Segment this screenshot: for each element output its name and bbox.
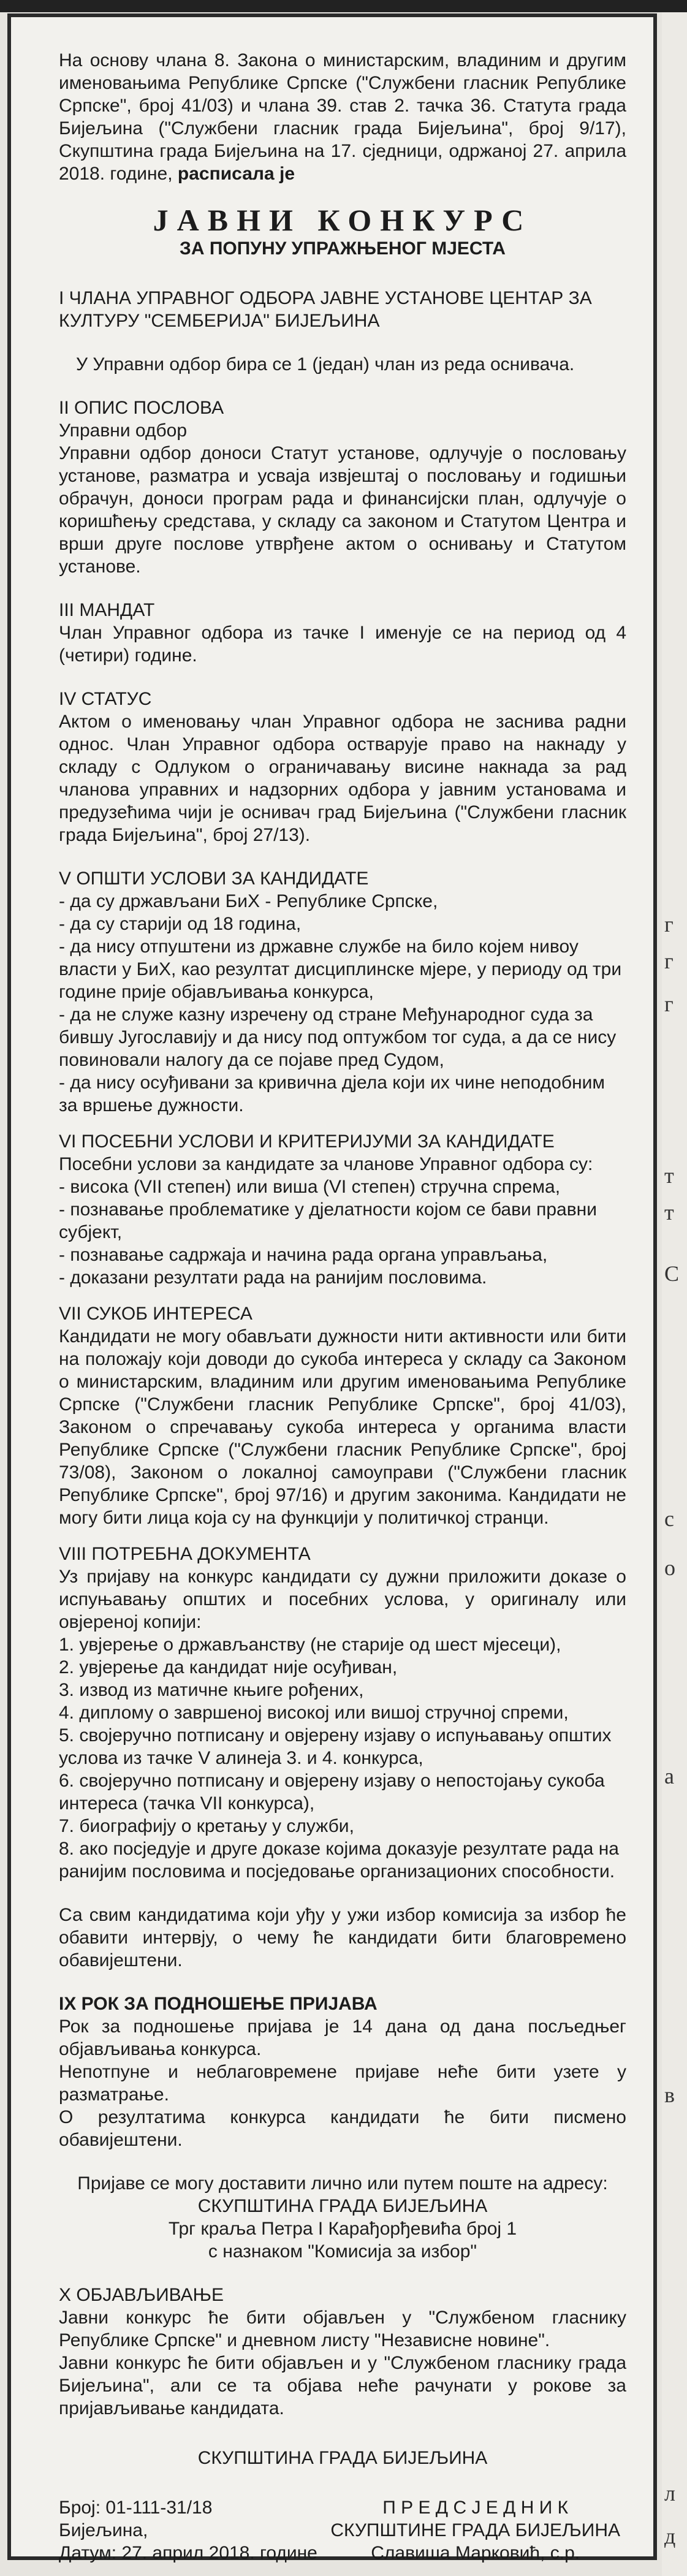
signatory-name: Славиша Марковић, с.р. <box>371 2543 580 2563</box>
list-item: - познавање садржаја и начина рада органа управљања, <box>59 1245 548 1265</box>
signatory-title: П Р Е Д С Ј Е Д Н И К <box>382 2498 569 2518</box>
reference-info <box>59 2496 317 2564</box>
edge-fragment: т <box>664 1163 674 1188</box>
section-2-subheading: Управни одбор <box>59 420 188 441</box>
preamble <box>59 49 626 185</box>
edge-fragment: г <box>664 949 674 973</box>
preamble-bold: расписала је <box>177 164 295 184</box>
edge-fragment: с <box>664 1506 674 1531</box>
section-8-heading: VIII ПОТРЕБНА ДОКУМЕНТА <box>59 1544 311 1564</box>
section-2-heading: II ОПИС ПОСЛОВА <box>59 398 224 418</box>
general-conditions-list <box>59 890 626 1117</box>
edge-fragment: г <box>664 992 674 1016</box>
list-item: - да су држављани БиХ - Републике Српске, <box>59 891 438 911</box>
preamble-text: На основу члана 8. Закона о министарским, владиним и другим именовањима Републике Српске ("Службени гласник Републике Српске", број 41/03) и члана 39. став 2. тачка 36. Статута града Бијељина ("Службени гласник града Бијељина", број 9/17), Скупштина града Бијељина на 17. сједници, одржаној 27. априла 2018. године, <box>59 50 626 184</box>
list-item: 8. ако посједује и друге доказе којима доказује резултате рада на ранијим пословима и посједовање организационих способности. <box>59 1839 619 1882</box>
required-documents-list <box>59 1633 626 1883</box>
public-notice-box <box>7 13 657 2563</box>
section-8-intro: Уз пријаву на конкурс кандидати су дужни приложити доказе о испуњавању општих и посебних услова, у оригиналу или овјереној копији: <box>59 1567 626 1632</box>
reference-place: Бијељина, <box>59 2520 148 2540</box>
section-1-text: У Управни одбор бира се 1 (један) члан из реда оснивача. <box>76 354 575 374</box>
signatory-body: СКУПШТИНЕ ГРАДА БИЈЕЉИНА <box>330 2520 620 2540</box>
list-item: - познавање проблематике у дјелатности којом се бави правни субјект, <box>59 1199 597 1242</box>
page-top-bar <box>0 0 687 12</box>
footer-organisation: СКУПШТИНА ГРАДА БИЈЕЉИНА <box>197 2448 488 2468</box>
list-item: 3. извод из матичне књиге рођених, <box>59 1680 364 1700</box>
section-8-outro: Са свим кандидатима који уђу у ужи избор комисија за избор ће обавити интервју, о чему ће кандидати бити благовремено обавијештени. <box>59 1905 626 1970</box>
edge-fragment: д <box>664 2524 676 2548</box>
address-note: с назнаком "Комисија за избор" <box>208 2241 477 2262</box>
list-item: 4. диплому о завршеној високој или вишој стручној спреми, <box>59 1703 569 1723</box>
address-street: Трг краља Петра I Карађорђевића број 1 <box>168 2219 517 2239</box>
section-2-text: Управни одбор доноси Статут установе, одлучује о пословању установе, разматра и усваја извјештај о пословању и годишњи обрачун, доноси програм рада и финансијски план, одлучује о коришћењу средстава, у складу са законом и Статутом Центра и врши друге послове утврђене актом о оснивању и Статутом установе. <box>59 443 626 577</box>
section-6-intro: Посебни услови за кандидате за чланове Управног одбора су: <box>59 1154 593 1174</box>
notice-subtitle: ЗА ПОПУНУ УПРАЖЊЕНОГ МЈЕСТА <box>180 238 506 259</box>
section-5-heading: V ОПШТИ УСЛОВИ ЗА КАНДИДАТЕ <box>59 868 369 889</box>
edge-fragment: л <box>664 2481 675 2506</box>
address-organisation: СКУПШТИНА ГРАДА БИЈЕЉИНА <box>197 2196 488 2216</box>
section-9-heading: IX РОК ЗА ПОДНОШЕЊЕ ПРИЈАВА <box>59 1994 378 2014</box>
list-item: 6. својеручно потписану и овјерену изјаву о непостојању сукоба интереса (тачка VII конкурса), <box>59 1771 605 1814</box>
list-item: 7. биографију о кретању у служби, <box>59 1816 354 1836</box>
list-item: - да нису отпуштени из државне службе на било којем нивоу власти у БиХ, као резултат дисциплинске мјере, у периоду од три године прије објављивања конкурса, <box>59 937 622 1002</box>
notice-title: ЈАВНИ КОНКУРС <box>153 203 533 237</box>
list-item: - да не служе казну изречену од стране Међународног суда за бившу Југославију и да нису под оптужбом тог суда, а да се нису повиновали налогу да се појаве пред Судом, <box>59 1005 617 1070</box>
list-item: 1. увјерење о држављанству (не старије од шест мјесеци), <box>59 1635 561 1655</box>
list-item: - да нису осуђивани за кривична дјела који их чине неподобним за вршење дужности. <box>59 1073 605 1115</box>
list-item: 5. својеручно потписану и овјерену изјаву о испуњавању општих услова из тачке V алинеја 3. и 4. конкурса, <box>59 1725 612 1768</box>
section-4-text: Актом о именовању члан Управног одбора не заснива радни однос. Члан Управног одбора остварује право на накнаду у складу с Одлуком о ограничавању висине накнада за рад чланова управних и надзорних одбора у јавним установама и предузећима чији је оснивач град Бијељина ("Службени гласник града Бијељина", број 27/13). <box>59 712 626 845</box>
adjacent-column-edge <box>662 12 687 2576</box>
edge-fragment: т <box>664 1200 674 1225</box>
section-10-heading: X ОБЈАВЉИВАЊЕ <box>59 2285 224 2305</box>
edge-fragment: а <box>664 1764 674 1788</box>
edge-fragment: С <box>664 1261 680 1286</box>
section-3-text: Члан Управног одбора из тачке I именује се на период од 4 (четири) године. <box>59 623 626 666</box>
section-9-results: О резултатима конкурса кандидати ће бити писмено обавијештени. <box>59 2107 626 2150</box>
list-item: - да су старији од 18 година, <box>59 914 302 934</box>
section-10-text-1: Јавни конкурс ће бити објављен у "Службеном гласнику Републике Српске" и дневном листу "Независне новине". <box>59 2308 626 2350</box>
list-item: - доказани резултати рада на ранијим пословима. <box>59 1267 487 1288</box>
reference-number: Број: 01-111-31/18 <box>59 2498 213 2518</box>
section-3-heading: III МАНДАТ <box>59 600 155 620</box>
section-1-heading: I ЧЛАНА УПРАВНОГ ОДБОРА ЈАВНЕ УСТАНОВЕ ЦЕНТАР ЗА КУЛТУРУ "СЕМБЕРИЈА" БИЈЕЉИНА <box>59 288 592 331</box>
edge-fragment: г <box>664 912 674 937</box>
address-intro: Пријаве се могу доставити лично или путем поште на адресу: <box>77 2173 608 2194</box>
section-10-text-2: Јавни конкурс ће бити објављен и у "Службеном гласнику града Бијељина", али се та објава неће рачунати у рокове за пријављивање кандидата. <box>59 2353 626 2418</box>
list-item: 2. увјерење да кандидат није осуђиван, <box>59 1657 398 1677</box>
edge-fragment: о <box>664 1556 675 1580</box>
signatory <box>330 2496 626 2564</box>
section-9-incomplete: Непотпуне и неблаговремене пријаве неће бити узете у разматрање. <box>59 2062 626 2105</box>
edge-fragment: в <box>664 2083 675 2107</box>
signature-block <box>59 2496 626 2564</box>
reference-date: Датум: 27. април 2018. године <box>59 2543 317 2563</box>
section-7-heading: VII СУКОБ ИНТЕРЕСА <box>59 1304 252 1324</box>
section-7-text: Кандидати не могу обављати дужности нити активности или бити на положају који доводи до сукоба интереса у складу са Законом о министарским, владиним или другим именовањима Републике Српске ("Службени гласник Републике Српске", број 41/03), Законом о спречавању сукоба интереса у органима власти Републике Српске ("Службени гласник Републике Српске", број 73/08), Законом о локалној самоуправи ("Службени гласник Републике Српске", број 97/16) и другим законима. Кандидати не могу бити лица која су на функцији у политичкој странци. <box>59 1326 626 1528</box>
section-9-deadline: Рок за подношење пријава је 14 дана од дана посљедњег објављивања конкурса. <box>59 2016 626 2059</box>
section-4-heading: IV СТАТУС <box>59 689 152 709</box>
section-6-heading: VI ПОСЕБНИ УСЛОВИ И КРИТЕРИЈУМИ ЗА КАНДИДАТЕ <box>59 1131 555 1152</box>
special-conditions-list <box>59 1176 626 1289</box>
list-item: - висока (VII степен) или виша (VI степен) стручна спрема, <box>59 1177 561 1197</box>
